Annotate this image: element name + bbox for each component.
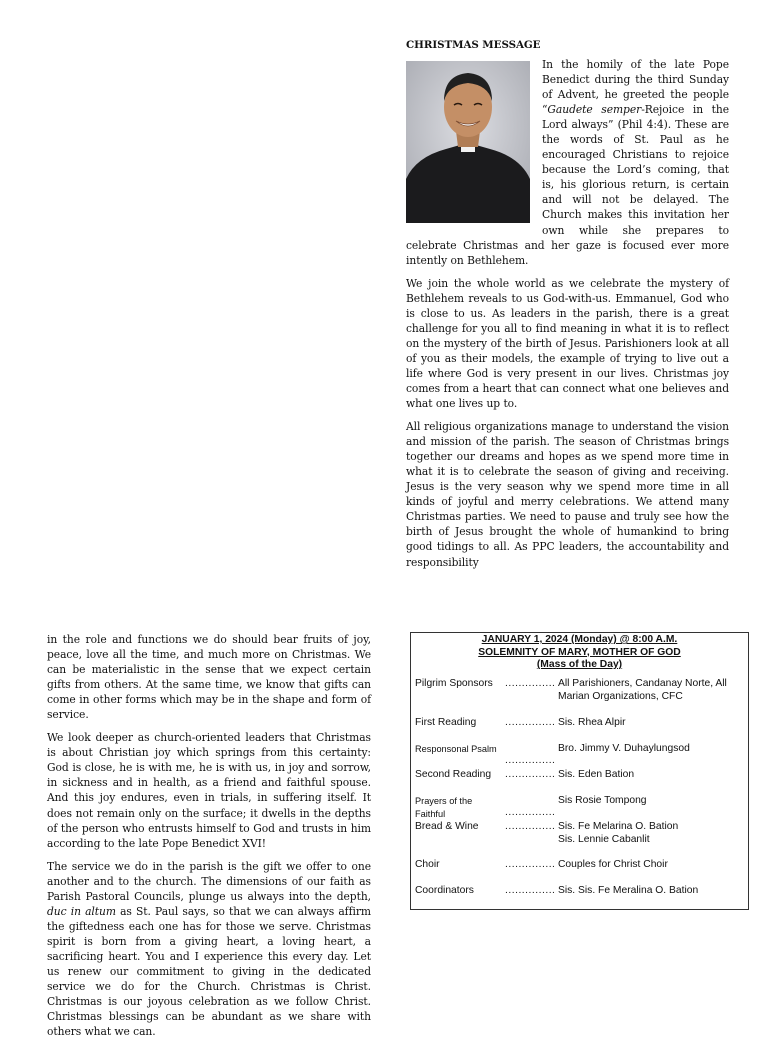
schedule-assignee: Sis. Sis. Fe Meralina O. Bation — [558, 885, 699, 896]
schedule-dots: ............... — [505, 678, 556, 689]
schedule-header — [411, 633, 748, 672]
message-paragraph-5: We look deeper as church-oriented leaders that Christmas is about Christian joy which springs from this certainty: God is close, he is with me, he is with us, in joy and sorrow, in sickness and in health, as a friend and faithful spouse. And this joy endures, even in trials, in suffering itself. It does not remain only on the surface; it dwells in the depths of the person who entrusts himself to God and trusts in him according to the late Pope Benedict XVI! — [47, 731, 371, 850]
schedule-dots: ............... — [505, 821, 556, 832]
priest-portrait-image — [406, 61, 530, 223]
schedule-assignee: Sis. Fe Melarina O. Bation Sis. Lennie Cabanlit — [558, 821, 679, 845]
schedule-role: Coordinators — [415, 885, 474, 896]
schedule-role: Second Reading — [415, 769, 492, 780]
message-paragraph-2: We join the whole world as we celebrate the mystery of Bethlehem reveals to us God-with-us. Emmanuel, God who is close to us. As leaders in the parish, there is a great challenge for you all to find meaning in what it is to reflect on the mystery of the birth of Jesus. Parishioners look at all of you as their models, the example of trying to live out a life where God is very present in our lives. Christmas joy comes from a heart that can connect what one believes and what one lives up to. — [406, 276, 729, 411]
priest-photo — [406, 61, 530, 223]
schedule-dots: ............... — [505, 769, 556, 780]
schedule-date: JANUARY 1, 2024 (Monday) @ 8:00 A.M. — [481, 634, 678, 645]
message-paragraph-1: In the homily of the late Pope Benedict during the third Sunday of Advent, he greeted the people “Gaudete semper-Rejoice in the Lord always” (Phil 4:4). These are the words of St. Paul as he encouraged Christians to rejoice because the Lord’s coming, that is, his glorious return, is certain and will not be delayed. The Church makes this invitation her own while she prepares to celebrate Christmas and her gaze is focused ever more intently on Bethlehem. — [406, 58, 730, 267]
schedule-dots: ............... — [505, 755, 556, 766]
message-paragraph-4: in the role and functions we do should bear fruits of joy, peace, love all the time, and much more on Christmas. We can be materialistic in the sense that we expect certain gifts from others. At the same time, we know that gifts can come in other forms which may be in the shape and form of service. — [47, 633, 371, 722]
schedule-dots: ............... — [505, 885, 556, 896]
message-paragraph-3: All religious organizations manage to understand the vision and mission of the parish. The season of Christmas brings together our dreams and hopes as we spend more time in what it is to celebrate the season of giving and receiving. Jesus is the very season why we spend more time in all kinds of joyful and merry celebrations. We attend many Christmas parties. We need to pause and truly see how the birth of Jesus brought the whole of humankind to bring good tidings to all. As PPC leaders, the accountability and responsibility — [406, 420, 729, 569]
mass-schedule-box — [410, 632, 749, 910]
message-paragraph-6: The service we do in the parish is the gift we offer to one another and to the church. The dimensions of our faith as Parish Pastoral Councils, plunge us always into the depth, duc in altum as St. Paul says, so that we can always affirm the giftedness each one has for those we serve. Christmas spirit is born from a giving heart, a loving heart, a sacrificing heart. You and I experience this every day. Let us renew our commitment to giving in the dedicated service we do for the Church. Christmas is Christ. Christmas is our joyous celebration as we follow Christ. Christmas blessings can be abundant as we share with others what we can. — [47, 859, 371, 1039]
message-heading: CHRISTMAS MESSAGE — [406, 39, 541, 51]
schedule-role: Bread & Wine — [415, 821, 479, 832]
schedule-assignee: Bro. Jimmy V. Duhaylungsod — [558, 743, 690, 754]
schedule-role: Pilgrim Sponsors — [415, 678, 493, 689]
schedule-assignee: Sis. Rhea Alpir — [558, 717, 626, 728]
schedule-role: First Reading — [415, 717, 477, 728]
schedule-dots: ............... — [505, 807, 556, 818]
schedule-assignee: All Parishioners, Candanay Norte, All Marian Organizations, CFC — [558, 678, 727, 702]
schedule-role: Prayers of the Faithful — [415, 796, 473, 819]
schedule-role: Choir — [415, 859, 440, 870]
message-top-column — [406, 38, 729, 578]
schedule-role: Responsonal Psalm — [415, 744, 497, 754]
schedule-mass: (Mass of the Day) — [536, 659, 623, 670]
schedule-assignee: Couples for Christ Choir — [558, 859, 668, 870]
schedule-feast: SOLEMNITY OF MARY, MOTHER OF GOD — [478, 646, 681, 658]
schedule-assignee: Sis. Eden Bation — [558, 769, 635, 780]
schedule-dots: ............... — [505, 859, 556, 870]
schedule-dots: ............... — [505, 717, 556, 728]
message-bottom-column — [47, 632, 371, 1047]
schedule-assignee: Sis Rosie Tompong — [558, 795, 647, 806]
